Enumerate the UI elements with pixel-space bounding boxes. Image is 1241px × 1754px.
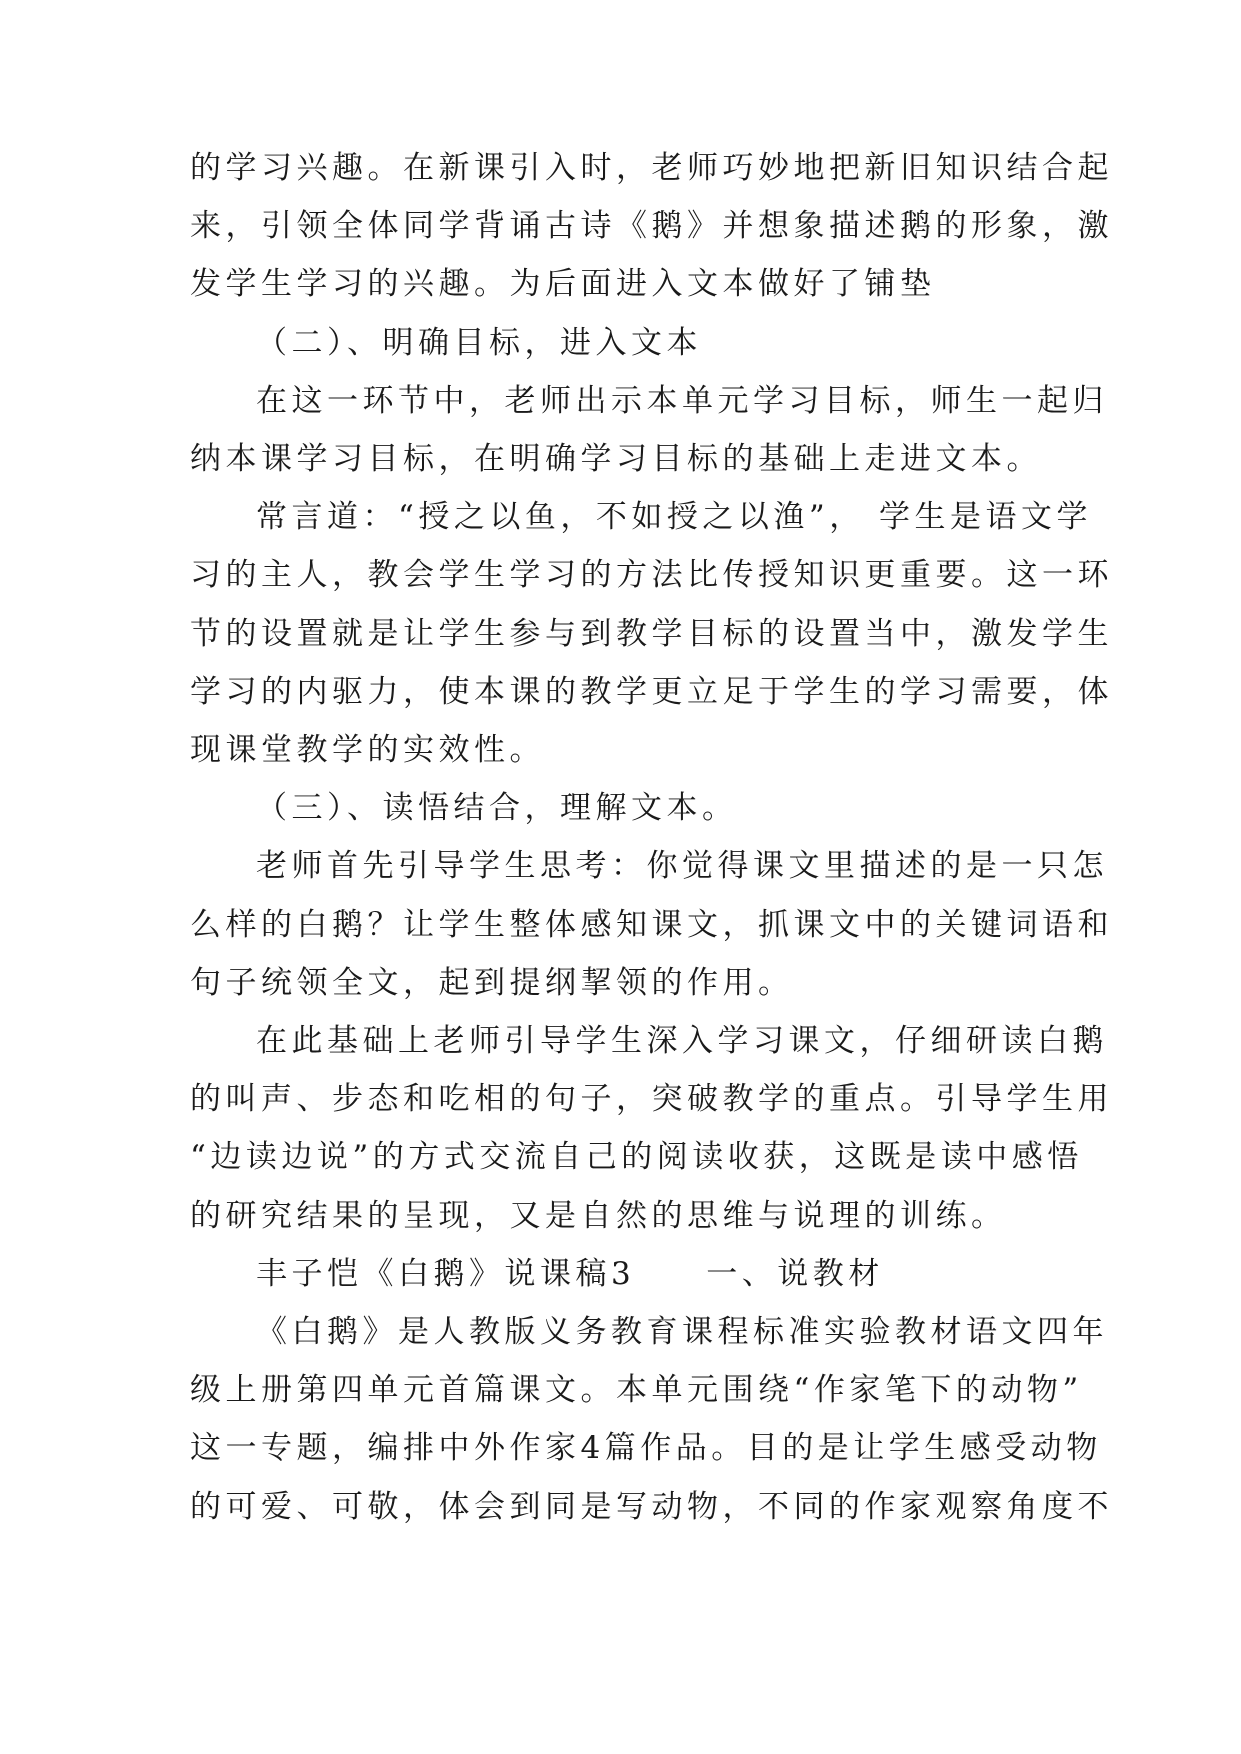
paragraph-first-line: 老师首先引导学生思考：你觉得课文里描述的是一只怎 [256, 848, 1108, 885]
paragraph-first-line: 在此基础上老师引导学生深入学习课文，仔细研读白鹅 [256, 1023, 1108, 1059]
paragraph-line: 发学生学习的兴趣。为后面进入文本做好了铺垫 [190, 266, 936, 303]
paragraph-first-line: 在这一环节中，老师出示本单元学习目标，师生一起归 [256, 382, 1108, 419]
paragraph-line: 么样的白鹅？让学生整体感知课文，抓课文中的关键词语和 [190, 906, 1113, 943]
paragraph-line: 节的设置就是让学生参与到教学目标的设置当中，激发学生 [190, 615, 1113, 652]
paragraph-first-line: 《白鹅》是人教版义务教育课程标准实验教材语文四年 [256, 1314, 1108, 1350]
paragraph-first-line: （三）、读悟结合，理解文本。 [256, 790, 738, 827]
paragraph-line: 纳本课学习目标，在明确学习目标的基础上走进文本。 [190, 441, 1042, 477]
paragraph-first-line: 常言道：“授之以鱼，不如授之以渔”， 学生是语文学 [256, 499, 1093, 536]
paragraph-line: 来，引领全体同学背诵古诗《鹅》并想象描述鹅的形象，激 [190, 208, 1113, 245]
paragraph-line: 现课堂教学的实效性。 [190, 732, 545, 768]
paragraph-line: 的学习兴趣。在新课引入时，老师巧妙地把新旧知识结合起 [190, 150, 1113, 186]
paragraph-line: “边读边说”的方式交流自己的阅读收获，这既是读中感悟 [190, 1139, 1083, 1176]
paragraph-line: 这一专题，编排中外作家4篇作品。目的是让学生感受动物 [190, 1430, 1102, 1467]
paragraph-line: 习的主人，教会学生学习的方法比传授知识更重要。这一环 [190, 557, 1113, 594]
paragraph-line: 学习的内驱力，使本课的教学更立足于学生的学习需要，体 [190, 673, 1113, 710]
paragraph-line: 的叫声、步态和吃相的句子，突破教学的重点。引导学生用 [190, 1081, 1113, 1118]
paragraph-line: 的研究结果的呈现，又是自然的思维与说理的训练。 [190, 1197, 1007, 1234]
paragraph-line: 句子统领全文，起到提纲挈领的作用。 [190, 964, 794, 1001]
paragraph-line: 的可爱、可敬，体会到同是写动物，不同的作家观察角度不 [190, 1488, 1113, 1525]
paragraph-line: 级上册第四单元首篇课文。本单元围绕“作家笔下的动物” [190, 1372, 1083, 1409]
paragraph-first-line: （二）、明确目标，进入文本 [256, 324, 702, 361]
paragraph-first-line: 丰子恺《白鹅》说课稿3 一、说教材 [256, 1255, 884, 1292]
